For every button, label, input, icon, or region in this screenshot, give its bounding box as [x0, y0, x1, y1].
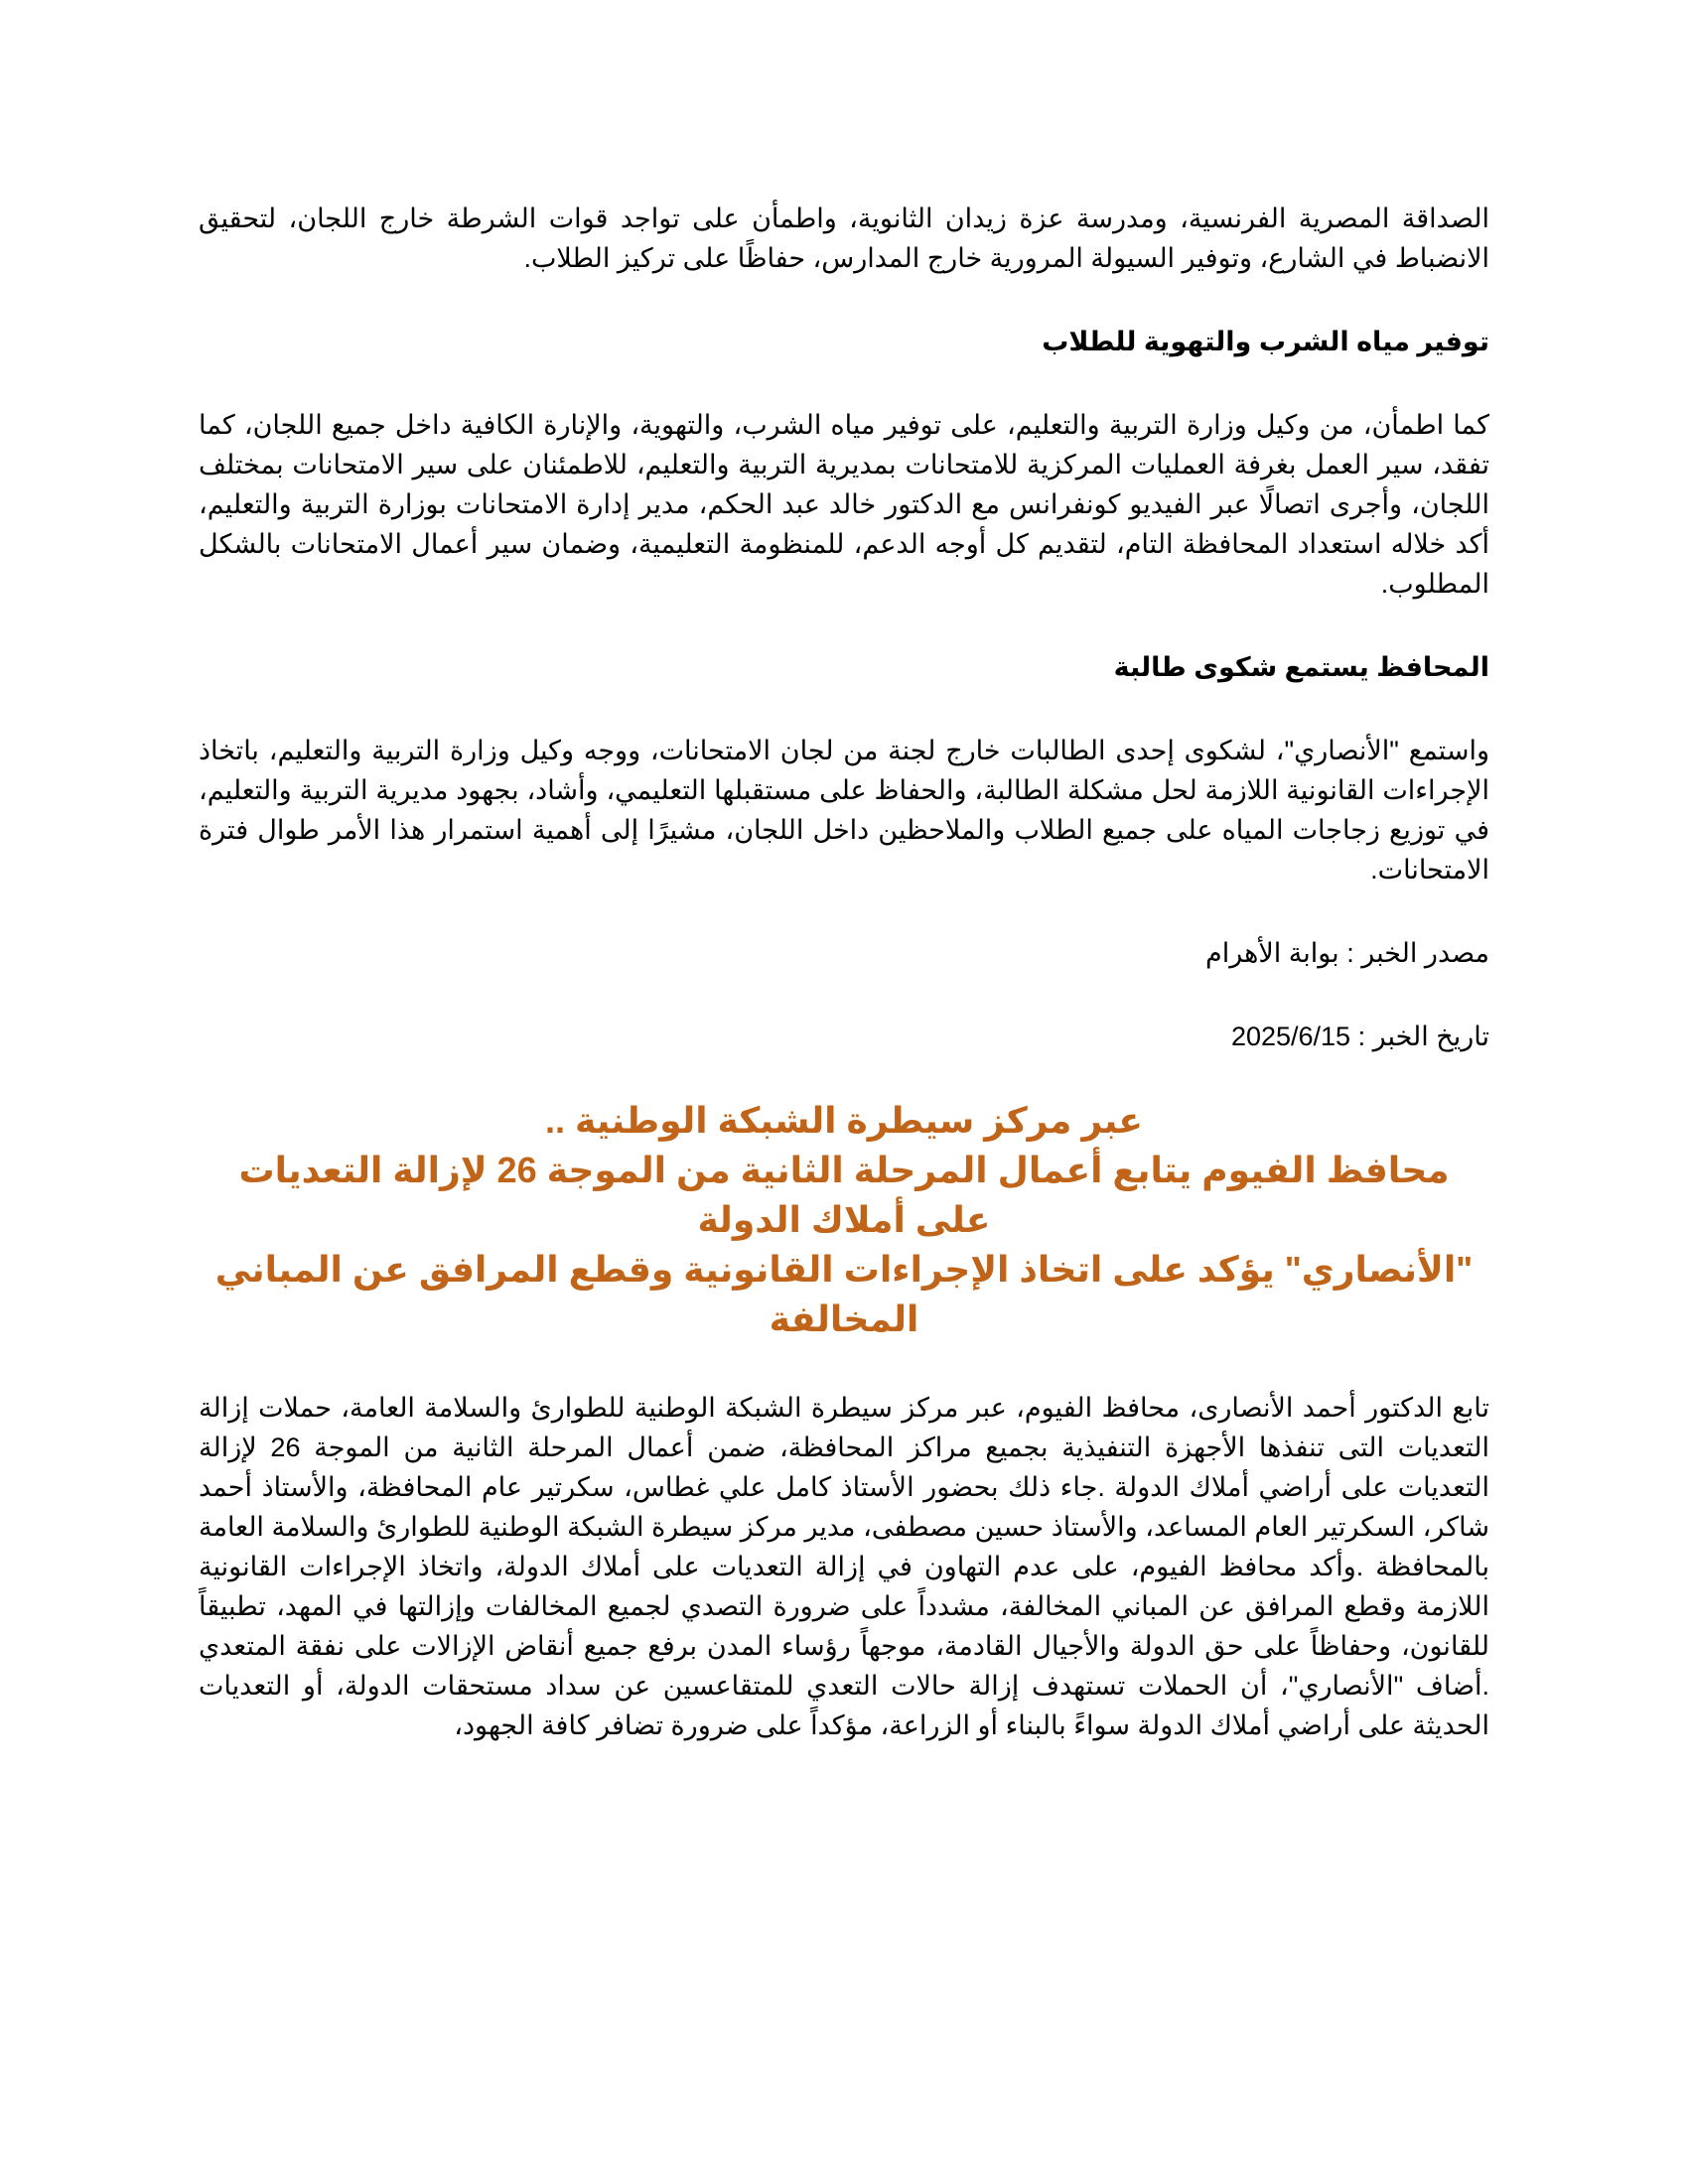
article-body: تابع الدكتور أحمد الأنصارى، محافظ الفيوم، عبر مركز سيطرة الشبكة الوطنية للطوارئ والسلامة العامة، حملات إزالة التعديات التى تنفذها الأجهزة التنفيذية بجميع مراكز المحافظة، ضمن أعمال المرحلة الثانية من الموجة 26 لإزالة التعديات على أراضي أملاك الدولة .جاء ذلك بحضور الأستاذ كامل علي غطاس، سكرتير عام المحافظة، والأستاذ أحمد شاكر، السكرتير العام المساعد، والأستاذ حسين مصطفى، مدير مركز سيطرة الشبكة الوطنية للطوارئ والسلامة العامة بالمحافظة .وأكد محافظ الفيوم، على عدم التهاون في إزالة التعديات على أملاك الدولة، واتخاذ الإجراءات القانونية اللازمة وقطع المرافق عن المباني المخالفة، مشدداً على ضرورة التصدي لجميع المخالفات وإزالتها في المهد، تطبيقاً للقانون، وحفاظاً على حق الدولة والأجيال القادمة، موجهاً رؤساء المدن برفع جميع أنقاض الإزالات على نفقة المتعدي .أضاف "الأنصاري"، أن الحملات تستهدف إزالة حالات التعدي للمتقاعسين عن سداد مستحقات الدولة، أو التعديات الحديثة على أراضي أملاك الدولة سواءً بالبناء أو الزراعة، مؤكداً على ضرورة تضافر كافة الجهود، — [199, 1393, 1489, 1740]
document-page — [199, 199, 1489, 1745]
news-date: تاريخ الخبر : 2025/6/15 — [1230, 1022, 1489, 1051]
article-title — [199, 1096, 1489, 1344]
title-line-3: "الأنصاري" يؤكد على اتخاذ الإجراءات القانونية وقطع المرافق عن المباني المخالفة — [214, 1249, 1474, 1339]
title-line-2: محافظ الفيوم يتابع أعمال المرحلة الثانية من الموجة 26 لإزالة التعديات على أملاك الدولة — [238, 1150, 1450, 1240]
paragraph-schools-police: الصداقة المصرية الفرنسية، ومدرسة عزة زيدان الثانوية، واطمأن على تواجد قوات الشرطة خارج اللجان، لتحقيق الانضباط في الشارع، وتوفير السيولة المرورية خارج المدارس، حفاظًا على تركيز الطلاب. — [199, 204, 1489, 273]
section-heading-complaint: المحافظ يستمع شكوى طالبة — [1113, 652, 1489, 682]
paragraph-water-ventilation: كما اطمأن، من وكيل وزارة التربية والتعليم، على توفير مياه الشرب، والتهوية، والإنارة الكافية داخل جميع اللجان، كما تفقد، سير العمل بغرفة العمليات المركزية للامتحانات بمديرية التربية والتعليم، للاطمئنان على سير الامتحانات بمختلف اللجان، وأجرى اتصالًا عبر الفيديو كونفرانس مع الدكتور خالد عبد الحكم، مدير إدارة الامتحانات بوزارة التربية والتعليم، أكد خلاله استعداد المحافظة التام، لتقديم كل أوجه الدعم، للمنظومة التعليمية، وضمان سير أعمال الامتحانات بالشكل المطلوب. — [199, 410, 1489, 599]
title-line-1: عبر مركز سيطرة الشبكة الوطنية .. — [544, 1100, 1144, 1141]
paragraph-student-complaint: واستمع "الأنصاري"، لشكوى إحدى الطالبات خارج لجنة من لجان الامتحانات، ووجه وكيل وزارة التربية والتعليم، باتخاذ الإجراءات القانونية اللازمة لحل مشكلة الطالبة، والحفاظ على مستقبلها التعليمي، وأشاد، بجهود مديرية التربية والتعليم، في توزيع زجاجات المياه على جميع الطلاب والملاحظين داخل اللجان، مشيرًا إلى أهمية استمرار هذا الأمر طوال فترة الامتحانات. — [199, 736, 1489, 885]
section-heading-water: توفير مياه الشرب والتهوية للطلاب — [1042, 327, 1489, 356]
news-source: مصدر الخبر : بوابة الأهرام — [1204, 938, 1489, 968]
